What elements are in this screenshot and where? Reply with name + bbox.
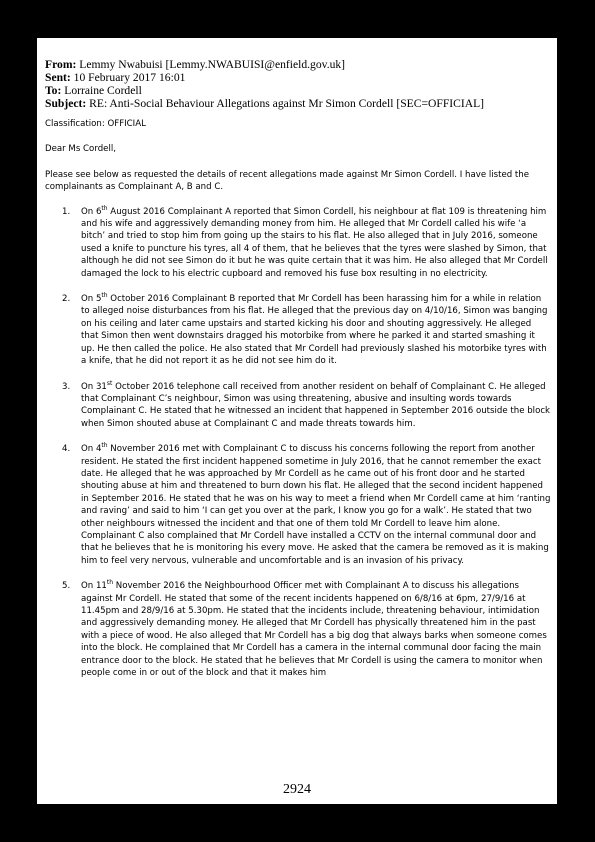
intro-paragraph: Please see below as requested the details of recent allegations made against Mr Simon Cordell. I have listed the complainants as Complainant A, B and C.: [45, 169, 530, 193]
item-number: 3.: [62, 381, 71, 392]
to-value: Lorraine Cordell: [64, 84, 142, 97]
classification: Classification: OFFICIAL: [45, 119, 146, 129]
sent-line: Sent: 10 February 2017 16:01: [45, 71, 186, 84]
email-content: [45, 58, 551, 692]
sent-value: 10 February 2017 16:01: [73, 71, 186, 84]
item-number: 4.: [62, 444, 71, 455]
greeting: Dear Ms Cordell,: [45, 144, 116, 155]
list-item: 5. On 11th November 2016 the Neighbourhood Officer met with Complainant A to discuss his allegations against Mr Cordell. He stated that some of the recent incidents happened on 6/8/16 at 6pm, 27/9/16 at 11.45pm and 28/9/16 at 5.30pm. He stated that the incidents include, threatening behaviour, intimidation and aggressively demanding money. He alleged that Mr Cordell has physically threatened him in the past with a piece of wood. He also alleged that Mr Cordell has a big dog that always barks when someone comes into the block. He complained that Mr Cordell has a camera in the internal communal door facing the main entrance door to the block. He stated that he believes that Mr Cordell is using the camera to monitor when people come in or out of the block and that it makes him: [62, 579, 547, 679]
allegations-list: [45, 206, 551, 680]
list-item: 2. On 5th October 2016 Complainant B reported that Mr Cordell has been harassing him for a while in relation to alleged noise disturbances from his flat. He alleged that the previous day on 4/10/16, Simon was banging on his ceiling and later came upstairs and started kicking his door and shouting aggressively. He alleged that Simon then went downstairs dragged his motorbike from where he parked it and started smashing it up. He then called the police. He also stated that Mr Cordell had previously slashed his motorbike tyres with a knife, that he did not report it as he did not see him do it.: [62, 292, 548, 367]
subject-line: Subject: RE: Anti-Social Behaviour Allegations against Mr Simon Cordell [SEC=OFFICIAL]: [45, 97, 485, 110]
list-item: 1. On 6th August 2016 Complainant A reported that Simon Cordell, his neighbour at flat 109 is threatening him and his wife and aggressively demanding money from him. He alleged that Mr Cordell called his wife ‘a bitch’ and tried to stop him from going up the stairs to his flat. He also alleged that in July 2016, someone used a knife to puncture his tyres, all 4 of them, that he believes that the tyres were slashed by Simon, that although he did not see Simon do it but he was quite certain that it was him. He also alleged that Mr Cordell damaged the lock to his electric cupboard and removed his fuse box resulting in no electricity.: [62, 204, 548, 279]
document-page: [37, 38, 557, 804]
page-number: 2924: [283, 782, 311, 797]
list-item: 3. On 31st October 2016 telephone call received from another resident on behalf of Complainant C. He alleged that Complainant C’s neighbour, Simon was using threatening, abusive and insulting words towards Complainant C. He stated that he witnessed an incident that happened in September 2016 outside the block when Simon shouted abuse at Complainant C and made threats towards him.: [62, 379, 551, 429]
from-line: From: Lemmy Nwabuisi [Lemmy.NWABUISI@enfield.gov.uk]: [45, 58, 346, 71]
item-number: 1.: [62, 206, 71, 217]
to-line: To: Lorraine Cordell: [45, 84, 142, 97]
email-header: [45, 58, 551, 110]
subject-value: RE: Anti-Social Behaviour Allegations against Mr Simon Cordell [SEC=OFFICIAL]: [89, 97, 485, 110]
item-number: 5.: [62, 581, 71, 592]
item-number: 2.: [62, 294, 71, 305]
list-item: 4. On 4th November 2016 met with Complainant C to discuss his concerns following the report from another resident. He stated the first incident happened sometime in July 2016, that he cannot remember the exact date. He alleged that he was approached by Mr Cordell as he came out of his front door and he started shouting abuse at him and threatened to burn down his flat. He alleged that the second incident happened in September 2016. He stated that he was on his way to meet a friend when Mr Cordell came at him ‘ranting and raving’ and said to him ‘I can get you over at the park, I know you go for a walk’. He stated that two other neighbours witnessed the incident and that one of them told Mr Cordell to leave him alone. Complainant C also complained that Mr Cordell have installed a CCTV on the internal communal door and that he believes that he is monitoring his every move. He asked that the camera be removed as it is making him to feel very nervous, vulnerable and uncomfortable and is an invasion of his privacy.: [62, 442, 551, 566]
from-value: Lemmy Nwabuisi [Lemmy.NWABUISI@enfield.gov.uk]: [79, 58, 346, 71]
